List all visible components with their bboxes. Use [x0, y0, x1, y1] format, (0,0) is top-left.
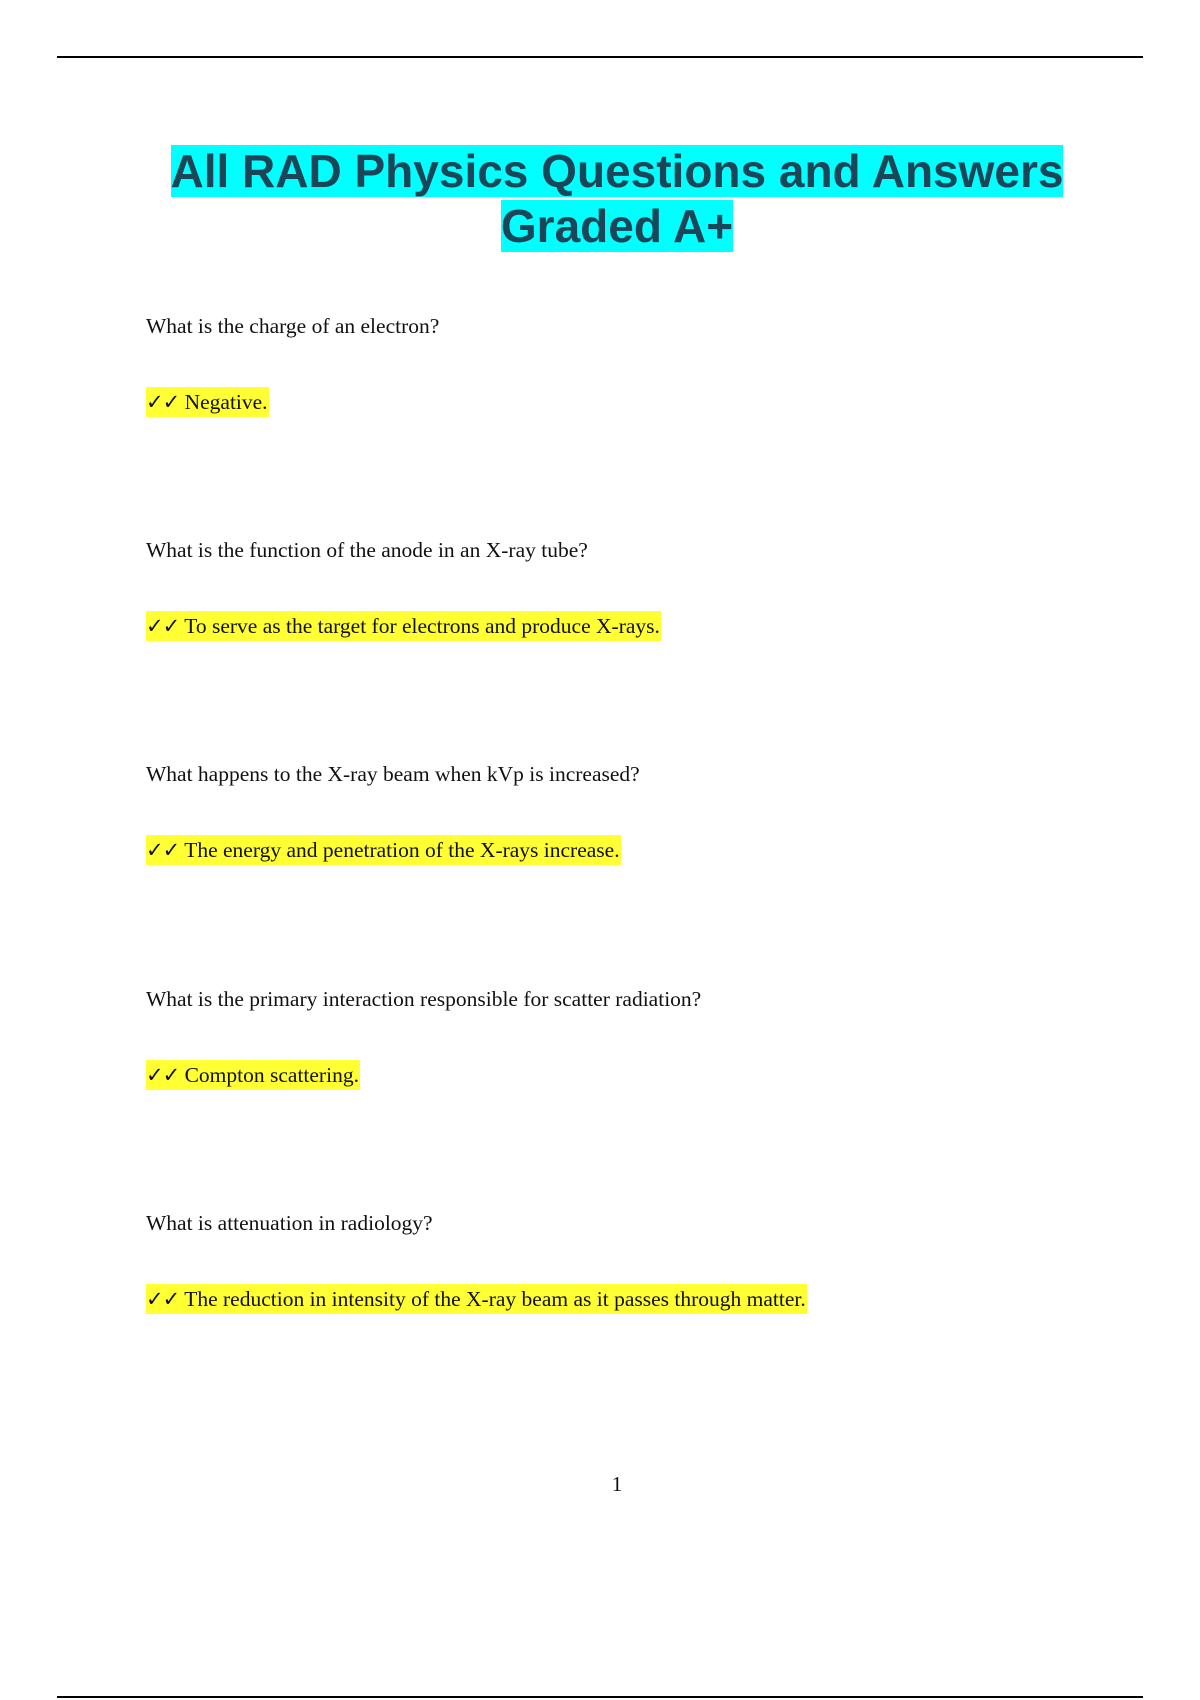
- question-text: What is the charge of an electron?: [146, 314, 440, 338]
- answer-highlight: [146, 611, 661, 641]
- answer-text: Compton scattering.: [184, 1063, 359, 1087]
- page-number: 1: [611, 1472, 623, 1496]
- check-icon: ✓✓: [146, 838, 180, 862]
- answer-highlight: [146, 835, 621, 865]
- title-line-2: Graded A+: [500, 200, 734, 252]
- question-text: What is the primary interaction responsible for scatter radiation?: [146, 987, 702, 1011]
- footer-rule: [57, 1696, 1143, 1698]
- answer-highlight: [146, 1284, 807, 1314]
- question-text: What is attenuation in radiology?: [146, 1211, 433, 1235]
- answer-text: To serve as the target for electrons and produce X-rays.: [184, 614, 660, 638]
- check-icon: ✓✓: [146, 614, 180, 638]
- check-icon: ✓✓: [146, 1287, 180, 1311]
- answer-text: The reduction in intensity of the X-ray beam as it passes through matter.: [184, 1287, 806, 1311]
- question-text: What is the function of the anode in an X-ray tube?: [146, 538, 588, 562]
- answer-text: Negative.: [184, 390, 268, 414]
- header-rule: [57, 56, 1143, 58]
- check-icon: ✓✓: [146, 1063, 180, 1087]
- answer-highlight: [146, 387, 269, 417]
- document-title: [100, 144, 1134, 254]
- question-text: What happens to the X-ray beam when kVp is increased?: [146, 762, 640, 786]
- check-icon: ✓✓: [146, 390, 180, 414]
- title-line-1: All RAD Physics Questions and Answers: [170, 145, 1064, 197]
- answer-highlight: [146, 1060, 360, 1090]
- answer-text: The energy and penetration of the X-rays increase.: [184, 838, 620, 862]
